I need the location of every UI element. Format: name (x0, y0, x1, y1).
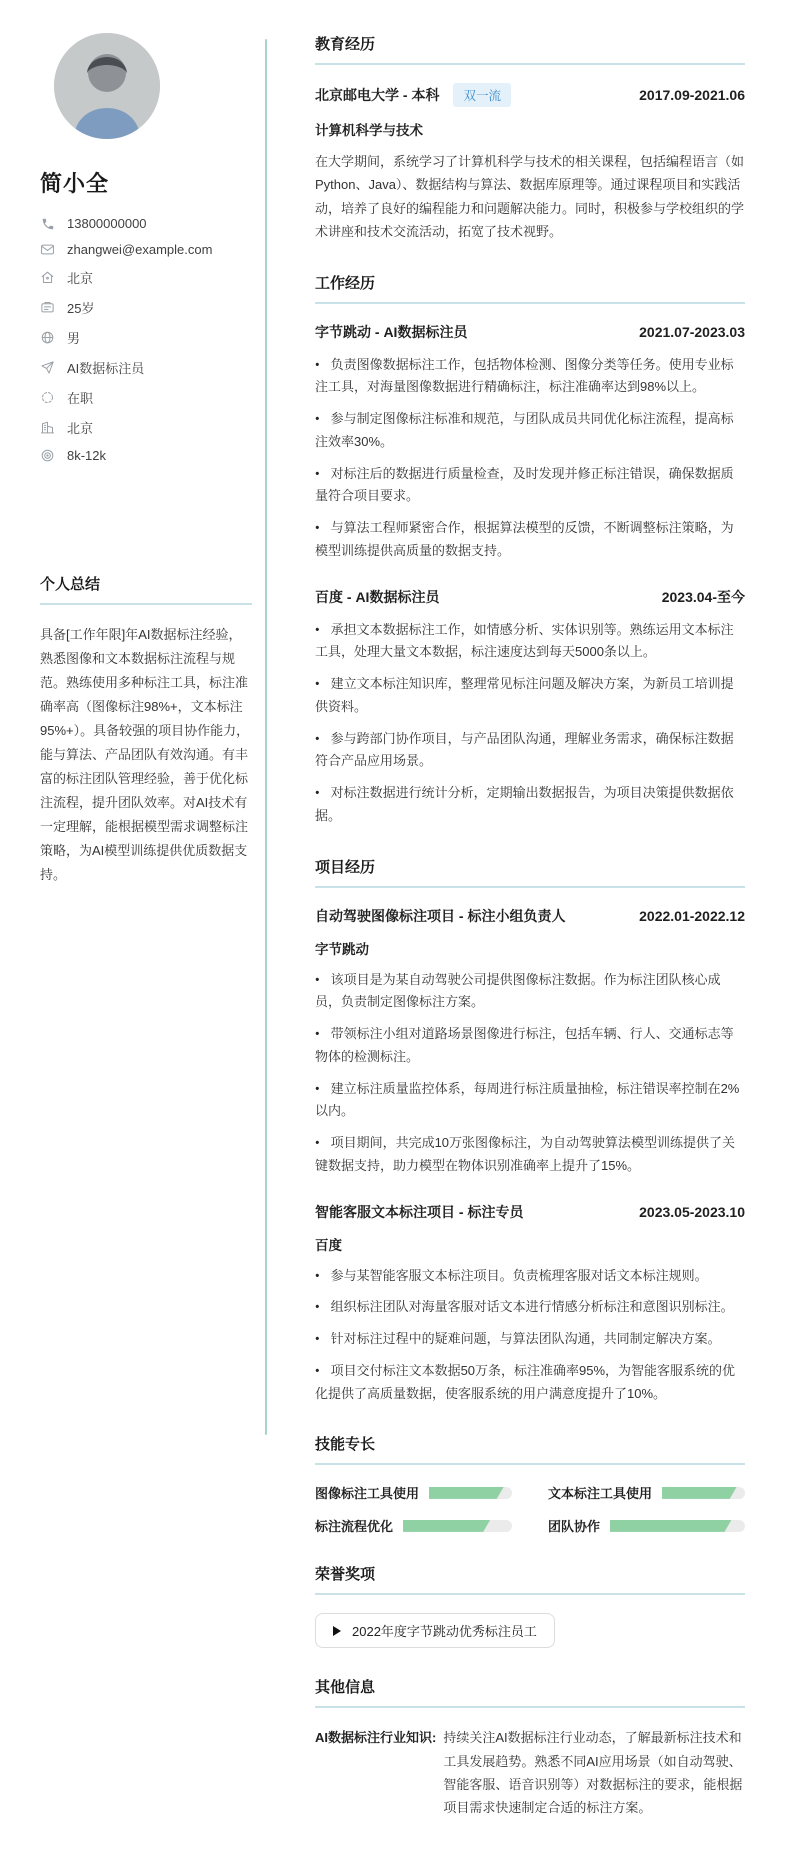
job-bullet: • 参与制定图像标注标准和规范，与团队成员共同优化标注流程，提高标注效率30%。 (315, 411, 734, 449)
skill-process-optimization (315, 1516, 512, 1535)
contact-item-job-intention (40, 358, 252, 377)
bullet-dot: • (315, 466, 320, 480)
skills-section (315, 1433, 745, 1535)
work-section (315, 272, 745, 828)
phone-icon (40, 216, 55, 231)
bullet-dot: • (315, 1300, 320, 1314)
job-intention-icon (40, 360, 55, 375)
job-bullet: • 对标注后的数据进行质量检查，及时发现并修正标注错误，确保数据质量符合项目要求。 (315, 465, 734, 504)
skill-label: 团队协作 (548, 1519, 601, 1535)
work-entry-baidu (315, 587, 745, 828)
gender-value: 男 (67, 331, 81, 346)
project-entry-autodrive (315, 906, 745, 1178)
project-bullet: • 参与某智能客服文本标注项目。负责梳理客服对话文本标注规则。 (315, 1265, 745, 1288)
project-entry-smartcs (315, 1202, 745, 1406)
skill-progress-track (429, 1487, 512, 1499)
bullet-dot: • (315, 1363, 320, 1378)
salary-value: 8k-12k (67, 448, 107, 463)
status-value: 在职 (67, 391, 94, 406)
bullet-dot: • (315, 1026, 320, 1041)
skill-label: 标注流程优化 (315, 1519, 394, 1535)
education-date: 2017.09-2021.06 (639, 87, 745, 103)
sidebar (40, 33, 252, 1848)
contact-item-location (40, 268, 252, 287)
education-section (315, 33, 745, 244)
job-bullet: • 负责图像数据标注工作，包括物体检测、图像分类等任务。使用专业标注工具，对海量图像数据进行精确标注，标注准确率达到98%以上。 (315, 356, 734, 395)
candidate-name: 简小全 (40, 171, 110, 196)
skill-progress-track (403, 1520, 512, 1532)
job-bullet: • 与算法工程师紧密合作，根据算法模型的反馈，不断调整标注策略，为模型训练提供高质量的数据支持。 (315, 520, 734, 558)
project-date: 2022.01-2022.12 (639, 907, 745, 924)
profile-photo (54, 33, 160, 139)
mail-icon (40, 242, 55, 257)
project-bullet: • 建立标注质量监控体系，每周进行标注质量抽检，标注错误率控制在2%以内。 (315, 1080, 740, 1119)
summary-text: 具备[工作年限]年AI数据标注经验，熟悉图像和文本数据标注流程与规范。熟练使用多种标注工具，标注准确率高（图像标注98%+，文本标注95%+）。具备较强的项目协作能力，能与算法、产品团队有效沟通。有丰富的标注团队管理经验，善于优化标注流程，提升团队效率。对AI技术有一定理解，能根据模型需求调整标注策略，为AI模型训练提供优质数据支持。 (40, 627, 250, 883)
bullet-dot: • (315, 357, 320, 371)
job-date: 2021.07-2023.03 (639, 323, 745, 340)
job-date: 2023.04-至今 (661, 588, 745, 605)
bullet-dot: • (315, 731, 320, 745)
skill-progress-fill (610, 1520, 731, 1532)
project-company: 百度 (315, 1237, 342, 1253)
skill-teamwork (548, 1516, 745, 1535)
skill-label: 文本标注工具使用 (548, 1486, 653, 1502)
contact-item-city (40, 418, 252, 437)
age-value: 25岁 (67, 301, 95, 316)
other-info-section (315, 1676, 745, 1820)
personal-summary-section (40, 573, 252, 888)
project-bullet: • 组织标注团队对海量客服对话文本进行情感分析标注和意图识别标注。 (315, 1296, 745, 1319)
contact-item-age (40, 298, 252, 317)
bullet-dot: • (315, 1081, 320, 1095)
work-entry-bytedance (315, 322, 745, 563)
skill-progress-track (662, 1487, 745, 1499)
job-intention-value: AI数据标注员 (67, 361, 145, 376)
summary-section-title: 个人总结 (40, 573, 252, 605)
contact-item-salary (40, 448, 252, 463)
other-info-row (315, 1726, 745, 1820)
city-value: 北京 (67, 421, 94, 436)
skill-text-annotation (548, 1483, 745, 1502)
play-triangle-icon (333, 1626, 341, 1636)
project-date: 2023.05-2023.10 (639, 1203, 745, 1220)
job-title: 字节跳动 - AI数据标注员 (315, 323, 468, 340)
honors-section (315, 1563, 745, 1648)
work-section-title: 工作经历 (315, 272, 745, 304)
phone-value: 13800000000 (67, 216, 147, 231)
skill-progress-fill (662, 1487, 737, 1499)
project-bullet: • 该项目是为某自动驾驶公司提供图像标注数据。作为标注团队核心成员，负责制定图像标注方案。 (315, 971, 721, 1010)
contact-list (40, 216, 252, 463)
job-bullet: • 建立文本标注知识库，整理常见标注问题及解决方案，为新员工培训提供资料。 (315, 676, 734, 714)
bullet-dot: • (315, 1268, 320, 1282)
contact-item-gender (40, 328, 252, 347)
project-title: 自动驾驶图像标注项目 - 标注小组负责人 (315, 907, 566, 924)
bullet-dot: • (315, 1331, 320, 1346)
bullet-dot: • (315, 676, 320, 691)
column-divider (265, 39, 267, 1435)
skill-progress-track (610, 1520, 745, 1532)
project-bullet: • 带领标注小组对道路场景图像进行标注，包括车辆、行人、交通标志等物体的检测标注。 (315, 1026, 734, 1064)
honor-label: 2022年度字节跳动优秀标注员工 (352, 1624, 537, 1640)
gender-icon (40, 330, 55, 345)
bullet-dot: • (315, 1135, 320, 1150)
education-description: 在大学期间，系统学习了计算机科学与技术的相关课程，包括编程语言（如Python、Java）、数据结构与算法、数据库原理等。通过课程项目和实践活动，培养了良好的编程能力和问题解决能力。同时，积极参与学校组织的学术讲座和技术交流活动，拓宽了技术视野。 (315, 154, 745, 240)
contact-item-status (40, 388, 252, 407)
skill-progress-fill (403, 1520, 490, 1532)
skill-image-annotation (315, 1483, 512, 1502)
honor-item-chip[interactable] (315, 1613, 555, 1648)
honors-section-title: 荣誉奖项 (315, 1563, 745, 1595)
projects-section (315, 856, 745, 1406)
other-section-title: 其他信息 (315, 1676, 745, 1708)
project-bullet: • 项目交付标注文本数据50万条，标注准确率95%，为智能客服系统的优化提供了高质量数据，使客服系统的用户满意度提升了10%。 (315, 1362, 736, 1401)
school-name: 北京邮电大学 - 本科 (315, 87, 440, 103)
avatar-placeholder-graphic (54, 33, 160, 139)
education-section-title: 教育经历 (315, 33, 745, 65)
contact-item-email (40, 242, 252, 257)
bullet-dot: • (315, 785, 320, 800)
projects-section-title: 项目经历 (315, 856, 745, 888)
skill-progress-fill (429, 1487, 504, 1499)
other-info-label: AI数据标注行业知识: (315, 1730, 437, 1746)
location-value: 北京 (67, 271, 94, 286)
project-bullet: • 项目期间，共完成10万张图像标注，为自动驾驶算法模型训练提供了关键数据支持，助力模型在物体识别准确率上提升了15%。 (315, 1135, 736, 1173)
home-icon (40, 270, 55, 285)
bullet-dot: • (315, 972, 320, 986)
email-value: zhangwei@example.com (67, 242, 213, 257)
salary-icon (40, 448, 55, 463)
job-bullet: • 对标注数据进行统计分析，定期输出数据报告，为项目决策提供数据依据。 (315, 785, 734, 823)
project-title: 智能客服文本标注项目 - 标注专员 (315, 1203, 524, 1220)
double-first-class-badge: 双一流 (453, 83, 511, 107)
job-bullet: • 承担文本数据标注工作，如情感分析、实体识别等。熟练运用文本标注工具，处理大量文本数据，标注速度达到每天5000条以上。 (315, 621, 734, 660)
bullet-dot: • (315, 411, 320, 426)
bullet-dot: • (315, 622, 320, 636)
main-content (315, 33, 745, 1848)
skills-grid (315, 1483, 745, 1535)
contact-item-phone (40, 216, 252, 231)
age-icon (40, 300, 55, 315)
bullet-dot: • (315, 520, 320, 535)
skill-label: 图像标注工具使用 (315, 1486, 420, 1502)
job-title: 百度 - AI数据标注员 (315, 588, 440, 605)
status-icon (40, 390, 55, 405)
skills-section-title: 技能专长 (315, 1433, 745, 1465)
job-bullet: • 参与跨部门协作项目，与产品团队沟通，理解业务需求，确保标注数据符合产品应用场景。 (315, 730, 734, 769)
project-bullet: • 针对标注过程中的疑难问题，与算法团队沟通，共同制定解决方案。 (315, 1328, 745, 1351)
major-name: 计算机科学与技术 (315, 123, 423, 138)
project-company: 字节跳动 (315, 941, 369, 957)
other-info-text: 持续关注AI数据标注行业动态，了解最新标注技术和工具发展趋势。熟悉不同AI应用场景（如自动驾驶、智能客服、语音识别等）对数据标注的要求，能根据项目需求快速制定合适的标注方案。 (443, 1730, 743, 1816)
city-icon (40, 420, 55, 435)
